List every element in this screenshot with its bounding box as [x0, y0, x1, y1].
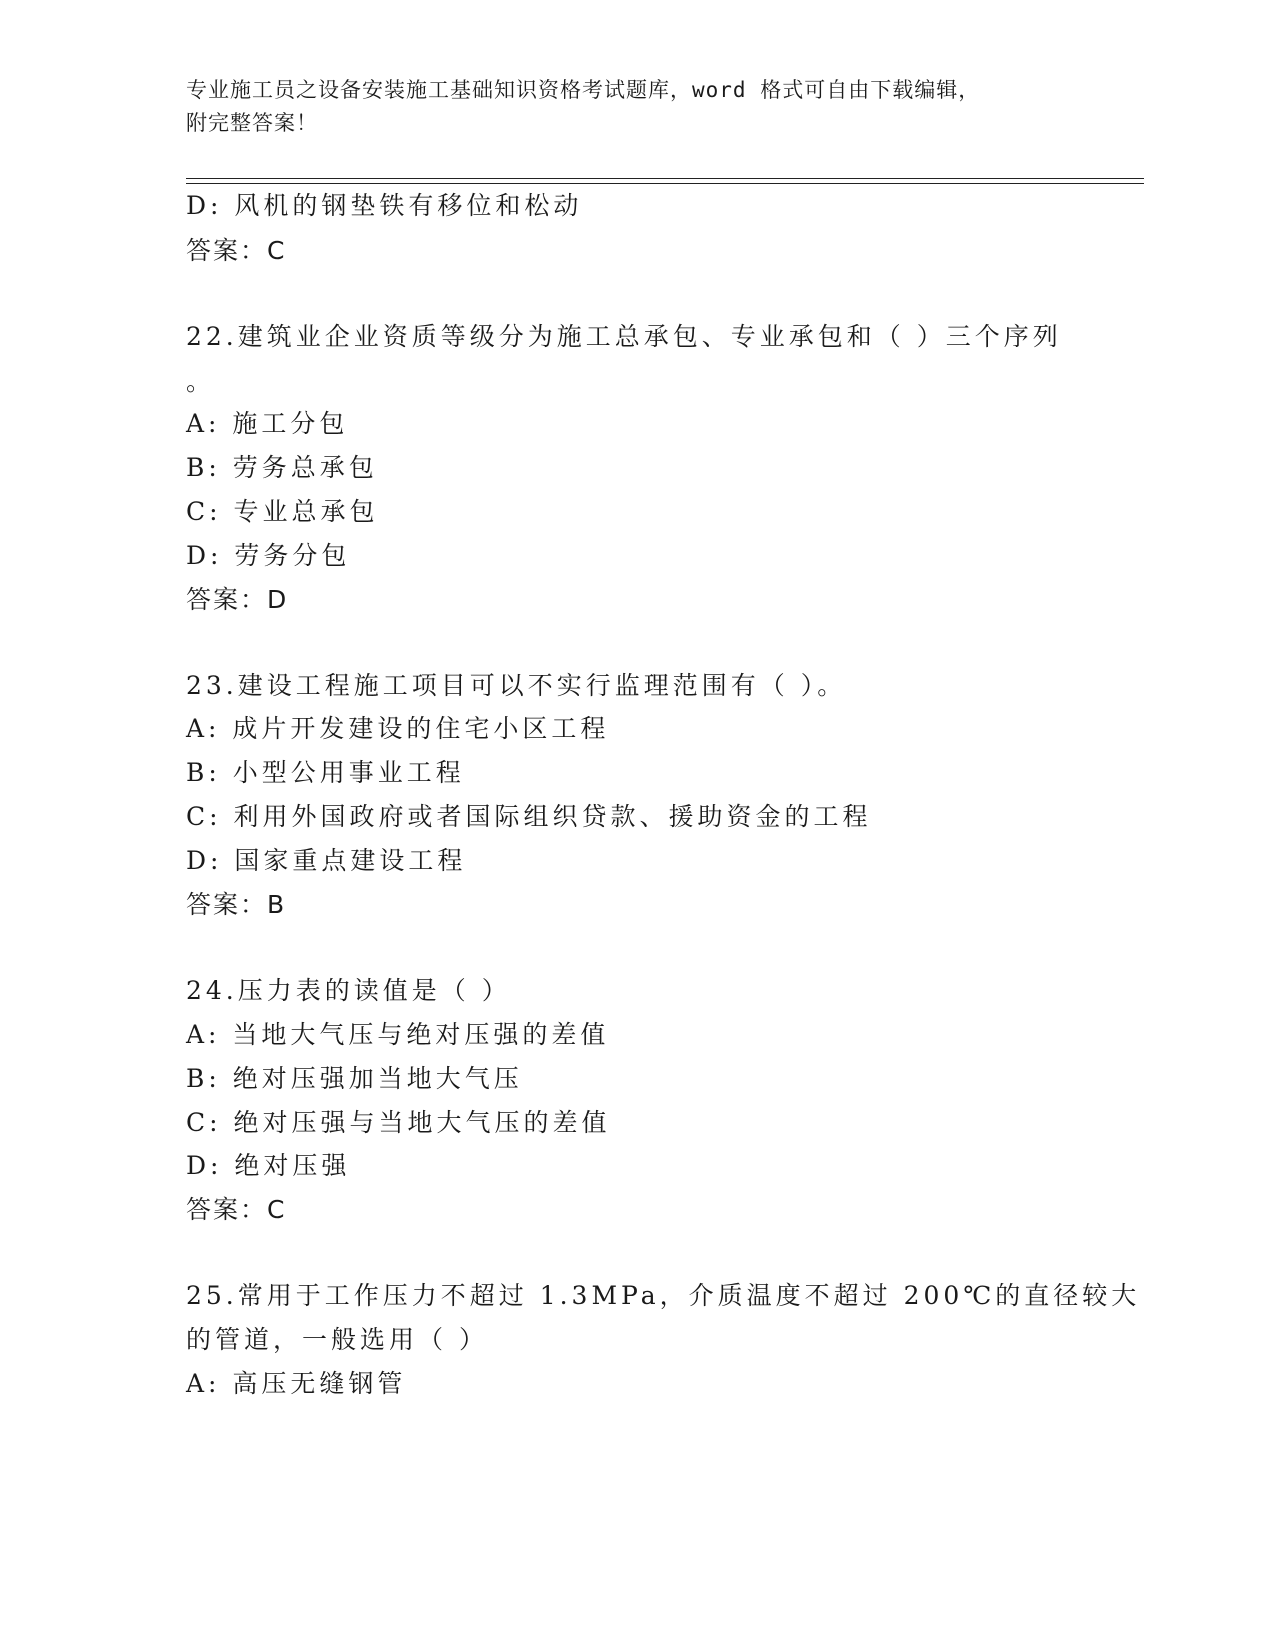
q24-stem: 24.压力表的读值是（ ）: [186, 976, 511, 1005]
q22-answer: 答案：D: [186, 585, 289, 614]
q24-option-c: C: 绝对压强与当地大气压的差值: [186, 1108, 611, 1137]
q24-option-b: B: 绝对压强加当地大气压: [186, 1064, 523, 1093]
q22-option-b: B: 劳务总承包: [186, 453, 378, 482]
q25-stem-line-1: 25.常用于工作压力不超过 1.3MPa，介质温度不超过 200℃的直径较大: [186, 1281, 1141, 1310]
q23-option-a: A: 成片开发建设的住宅小区工程: [186, 714, 610, 743]
q25-option-a: A: 高压无缝钢管: [186, 1369, 407, 1398]
q23-option-d: D: 国家重点建设工程: [186, 846, 467, 875]
header-divider-top: [186, 178, 1144, 179]
header-divider-bottom: [186, 183, 1144, 184]
q22-option-a: A: 施工分包: [186, 409, 349, 438]
q24-answer: 答案：C: [186, 1195, 287, 1224]
q24-option-d: D: 绝对压强: [186, 1151, 351, 1180]
q24-option-a: A: 当地大气压与绝对压强的差值: [186, 1020, 610, 1049]
header-line-1: 专业施工员之设备安装施工基础知识资格考试题库，word 格式可自由下载编辑，: [186, 78, 981, 102]
q22-stem-line-1: 22.建筑业企业资质等级分为施工总承包、专业承包和（ ）三个序列: [186, 322, 1062, 351]
q23-option-c: C: 利用外国政府或者国际组织贷款、援助资金的工程: [186, 802, 872, 831]
prev-answer: 答案：C: [186, 236, 287, 265]
q22-option-d: D: 劳务分包: [186, 541, 351, 570]
q23-option-b: B: 小型公用事业工程: [186, 758, 465, 787]
q22-stem-line-2: 。: [186, 367, 216, 396]
header-line-2: 附完整答案！: [186, 111, 318, 135]
q22-option-c: C: 专业总承包: [186, 497, 379, 526]
prev-option-d: D: 风机的钢垫铁有移位和松动: [186, 191, 583, 220]
q25-stem-line-2: 的管道，一般选用（ ）: [186, 1325, 488, 1354]
document-header: [186, 74, 1086, 140]
q23-answer: 答案：B: [186, 890, 287, 919]
q23-stem: 23.建设工程施工项目可以不实行监理范围有（ ）。: [186, 671, 847, 700]
